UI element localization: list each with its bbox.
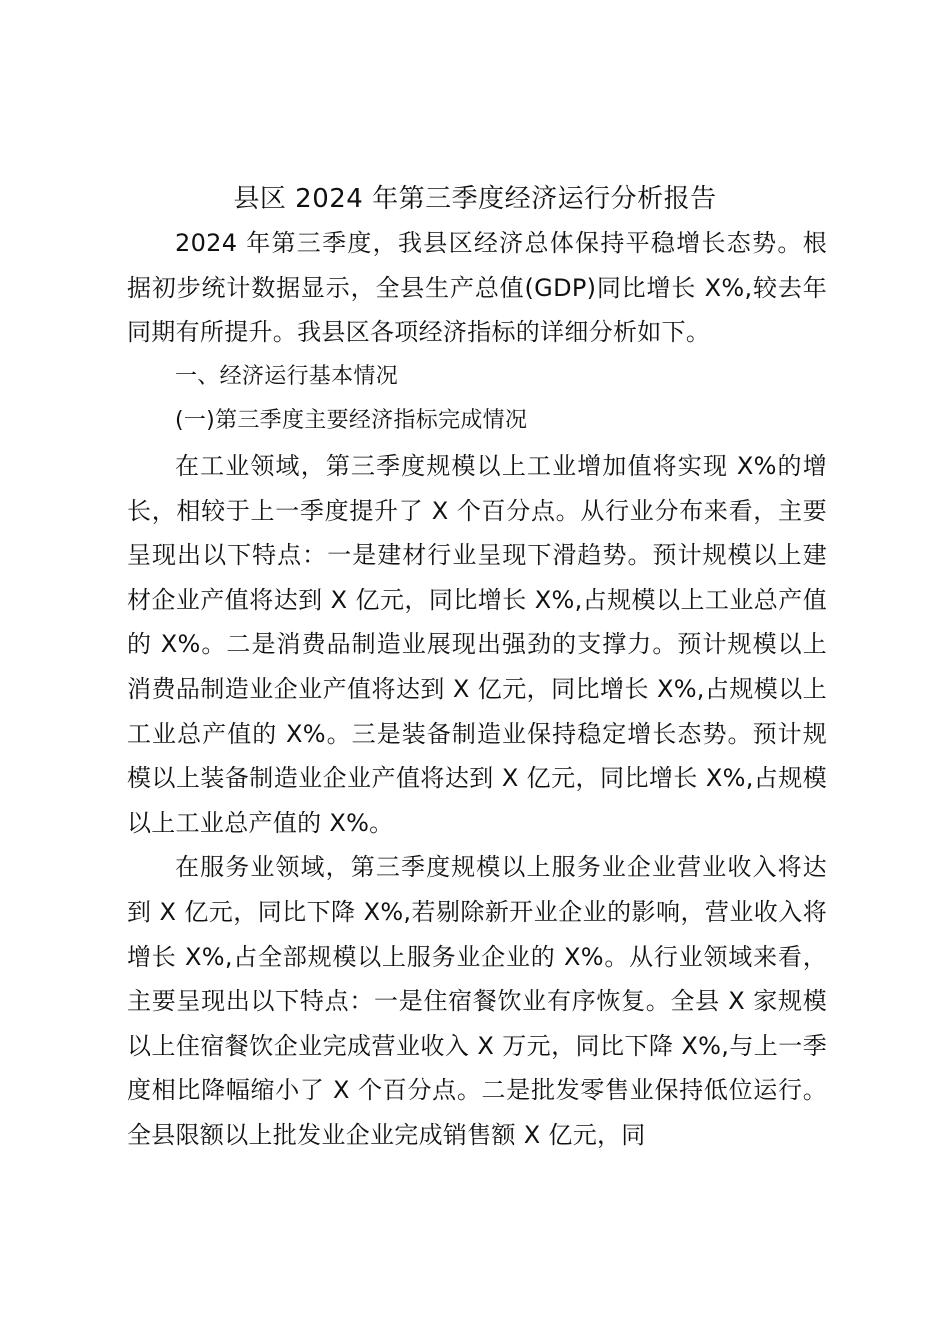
document-title: 县区 2024 年第三季度经济运行分析报告 — [233, 184, 717, 214]
document-body — [127, 221, 827, 1157]
service-paragraph: 在服务业领域，第三季度规模以上服务业企业营业收入将达到 X 亿元，同比下降 X%,若剔除新开业企业的影响，营业收入将增长 X%,占全部规模以上服务业企业的 X%。从行业领域来看，主要呈现出以下特点：一是住宿餐饮业有序恢复。全县 X 家规模以上住宿餐饮企业完成营业收入 X 万元，同比下降 X%,与上一季度相比降幅缩小了 X 个百分点。二是批发零售业保持低位运行。全县限额以上批发业企业完成销售额 X 亿元，同 — [127, 853, 827, 1149]
intro-paragraph: 2024 年第三季度，我县区经济总体保持平稳增长态势。根据初步统计数据显示，全县生产总值(GDP)同比增长 X%,较去年同期有所提升。我县区各项经济指标的详细分析如下。 — [127, 229, 827, 347]
subsection-heading: (一)第三季度主要经济指标完成情况 — [175, 408, 528, 434]
industry-paragraph: 在工业领域，第三季度规模以上工业增加值将实现 X%的增长，相较于上一季度提升了 X 个百分点。从行业分布来看，主要呈现出以下特点：一是建材行业呈现下滑趋势。预计规模以上建材企业产值将达到 X 亿元，同比增长 X%,占规模以上工业总产值的 X%。二是消费品制造业展现出强劲的支撑力。预计规模以上消费品制造业企业产值将达到 X 亿元，同比增长 X%,占规模以上工业总产值的 X%。三是装备制造业保持稳定增长态势。预计规模以上装备制造业企业产值将达到 X 亿元，同比增长 X%,占规模以上工业总产值的 X%。 — [127, 451, 827, 837]
section-heading: 一、经济运行基本情况 — [175, 363, 399, 389]
